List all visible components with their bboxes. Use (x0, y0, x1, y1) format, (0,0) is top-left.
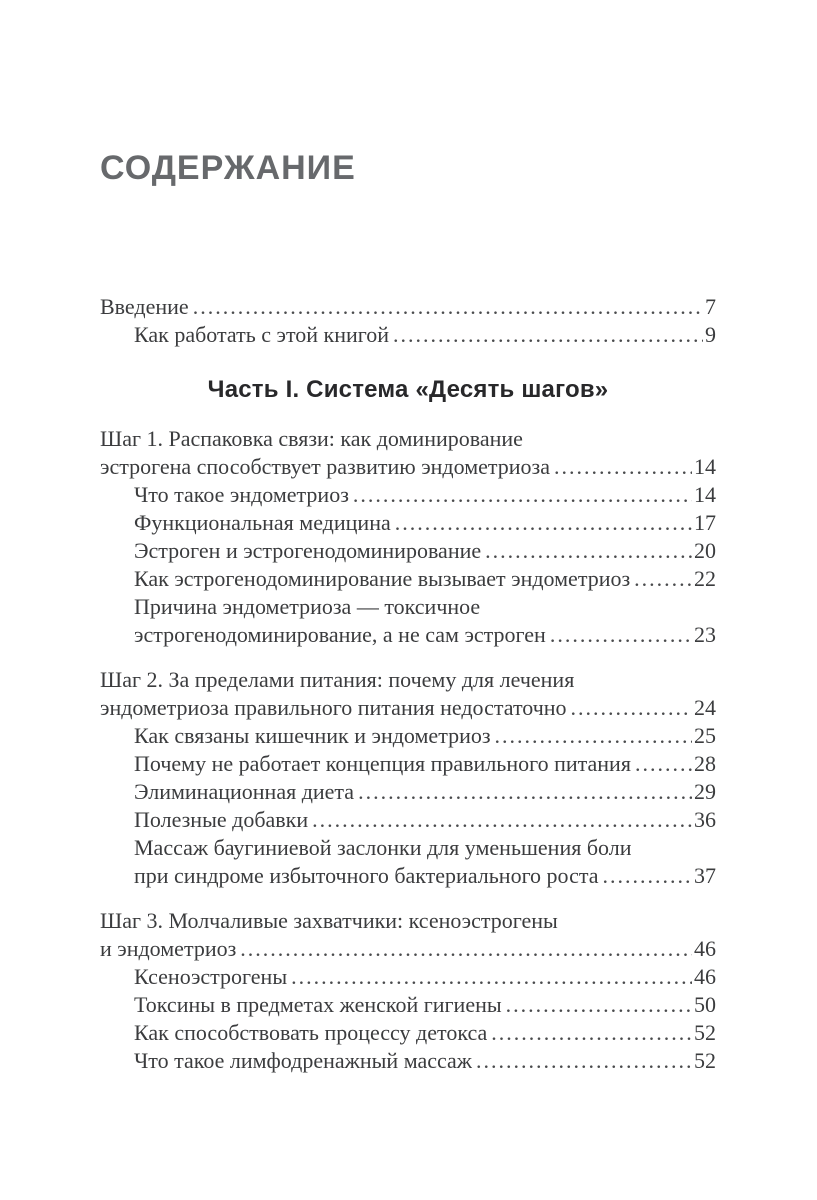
toc-page-number: 37 (694, 863, 716, 888)
dot-leader (554, 453, 692, 481)
toc-entry-text: Эстроген и эстрогенодоминирование (134, 538, 482, 563)
toc-entry (100, 321, 716, 349)
toc-entry (100, 991, 716, 1019)
toc-entry-text: Как работать с этой книгой (134, 322, 390, 347)
toc-entry-text: Шаг 3. Молчаливые захватчики: ксеноэстрогены (100, 908, 558, 933)
toc-entry (100, 293, 716, 321)
toc-entry (100, 834, 716, 890)
toc-entry-line (134, 565, 716, 593)
dot-leader (193, 293, 703, 321)
toc-entry-line (134, 963, 716, 991)
toc-page-number: 24 (694, 695, 716, 720)
intro-entries (100, 293, 716, 349)
toc-entry-text: Массаж баугиниевой заслонки для уменьшения боли (134, 835, 632, 860)
toc-entry-line (100, 453, 716, 481)
toc-page-number: 14 (694, 482, 716, 507)
toc-page-number: 36 (694, 807, 716, 832)
dot-leader (395, 509, 692, 537)
toc-page-number: 50 (694, 992, 716, 1017)
toc-entry-text: Что такое лимфодренажный массаж (134, 1048, 472, 1073)
toc-page-number: 52 (694, 1048, 716, 1073)
toc-entry (100, 778, 716, 806)
toc-entry (100, 907, 716, 963)
dot-leader (240, 935, 692, 963)
toc-entry (100, 481, 716, 509)
toc-entry-text: Как эстрогенодоминирование вызывает эндометриоз (134, 566, 631, 591)
toc-entry-line (100, 694, 716, 722)
toc-entry-text: Введение (100, 294, 189, 319)
toc-entry-line (134, 481, 716, 509)
toc-page-number: 17 (694, 510, 716, 535)
toc-entry-text: Что такое эндометриоз (134, 482, 349, 507)
toc-page-number: 46 (694, 936, 716, 961)
toc-entry-text: и эндометриоз (100, 936, 237, 961)
dot-leader (635, 750, 692, 778)
toc-entry-line (134, 321, 716, 349)
toc-page-number: 25 (694, 723, 716, 748)
toc-entry (100, 722, 716, 750)
toc-entry-text: Причина эндометриоза — токсичное (134, 594, 481, 619)
page-title: СОДЕРЖАНИЕ (100, 149, 356, 187)
toc-entry-text: Шаг 2. За пределами питания: почему для лечения (100, 667, 575, 692)
toc-entry (100, 425, 716, 481)
dot-leader (571, 694, 692, 722)
toc-entry-line (100, 666, 716, 694)
dot-leader (491, 1019, 692, 1047)
toc-entry (100, 565, 716, 593)
toc-entry (100, 593, 716, 649)
toc-entry-line (134, 862, 716, 890)
dot-leader (634, 565, 692, 593)
toc-entry-text: Функциональная медицина (134, 510, 391, 535)
toc-section (100, 907, 716, 1075)
toc-entry-line (100, 935, 716, 963)
toc-entry-text: Шаг 1. Распаковка связи: как доминирование (100, 426, 523, 451)
toc-page-number: 20 (694, 538, 716, 563)
toc-entry-text: эстрогенодоминирование, а не сам эстроген (134, 622, 546, 647)
toc-entry-text: Элиминационная диета (134, 779, 355, 804)
toc-section (100, 666, 716, 890)
toc-page-number: 9 (705, 322, 716, 347)
toc-page-number: 23 (694, 622, 716, 647)
toc-entry (100, 537, 716, 565)
toc-entry-line (134, 537, 716, 565)
toc-entry-text: Ксеноэстрогены (134, 964, 288, 989)
toc-entry-line (100, 425, 716, 453)
toc-entry-line (100, 293, 716, 321)
toc-entry (100, 1019, 716, 1047)
toc-page-number: 7 (705, 294, 716, 319)
toc-section (100, 425, 716, 649)
toc-entry (100, 666, 716, 722)
toc-entry-line (134, 834, 716, 862)
dot-leader (353, 481, 692, 509)
toc-page-number: 22 (694, 566, 716, 591)
toc-entry (100, 1047, 716, 1075)
toc-page-number: 28 (694, 751, 716, 776)
toc-entry-line (134, 593, 716, 621)
part-heading: Часть I. Система «Десять шагов» (207, 376, 609, 403)
dot-leader (550, 621, 692, 649)
toc-entry-text: эндометриоза правильного питания недостаточно (100, 695, 567, 720)
toc-entry-line (134, 991, 716, 1019)
toc-entry-text: при синдроме избыточного бактериального роста (134, 863, 599, 888)
dot-leader (358, 778, 692, 806)
dot-leader (506, 991, 692, 1019)
toc-entry-text: Полезные добавки (134, 807, 309, 832)
toc-entry-line (100, 907, 716, 935)
dot-leader (393, 321, 703, 349)
table-of-contents (100, 293, 716, 1075)
toc-page-number: 14 (694, 454, 716, 479)
toc-entry-text: Как связаны кишечник и эндометриоз (134, 723, 491, 748)
toc-entry-text: Токсины в предметах женской гигиены (134, 992, 502, 1017)
toc-entry-line (134, 621, 716, 649)
toc-entry-text: Как способствовать процессу детокса (134, 1020, 488, 1045)
toc-entry-text: Почему не работает концепция правильного питания (134, 751, 631, 776)
dot-leader (485, 537, 692, 565)
toc-page-number: 52 (694, 1020, 716, 1045)
dot-leader (312, 806, 692, 834)
toc-entry-line (134, 1019, 716, 1047)
dot-leader (476, 1047, 692, 1075)
toc-entry-text: эстрогена способствует развитию эндометриоза (100, 454, 551, 479)
dot-leader (495, 722, 692, 750)
toc-entry-line (134, 722, 716, 750)
toc-entry-line (134, 778, 716, 806)
toc-entry (100, 963, 716, 991)
toc-entry (100, 750, 716, 778)
toc-sections (100, 425, 716, 1075)
toc-entry-line (134, 750, 716, 778)
toc-entry-line (134, 1047, 716, 1075)
toc-entry (100, 806, 716, 834)
toc-page-number: 46 (694, 964, 716, 989)
toc-entry-line (134, 509, 716, 537)
toc-entry-line (134, 806, 716, 834)
toc-entry (100, 509, 716, 537)
dot-leader (291, 963, 692, 991)
dot-leader (603, 862, 692, 890)
toc-page-number: 29 (694, 779, 716, 804)
